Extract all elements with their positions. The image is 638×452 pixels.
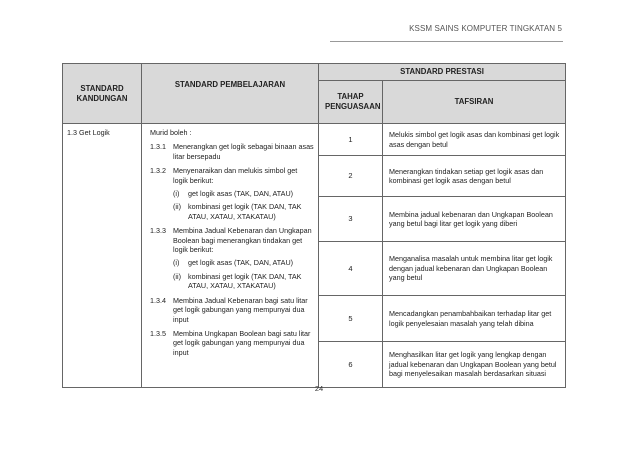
header-standard-pembelajaran: STANDARD PEMBELAJARAN [142, 64, 319, 124]
list-subitem: (ii) kombinasi get logik (TAK DAN, TAK ATAU, XATAU, XTAKATAU) [173, 202, 302, 221]
tafsiran-cell: Menganalisa masalah untuk membina litar get logik dengan jadual kebenaran dan Ungkapan Boolean yang betul [383, 242, 566, 296]
list-item: 1.3.5 Membina Ungkapan Boolean bagi satu litar get logik gabungan yang mempunyai dua input [150, 328, 311, 357]
list-item: 1.3.4 Membina Jadual Kebenaran bagi satu litar get logik gabungan yang mempunyai dua input [150, 295, 308, 324]
tahap-cell: 2 [319, 156, 383, 197]
tahap-cell: 4 [319, 242, 383, 296]
tafsiran-cell: Mencadangkan penambahbaikan terhadap litar get logik penyelesaian masalah yang telah dibina [383, 296, 566, 342]
page-number: 24 [314, 384, 324, 393]
tafsiran-cell: Menerangkan tindakan setiap get logik asas dan kombinasi get logik asas dengan betul [383, 156, 566, 197]
tafsiran-cell: Melukis simbol get logik asas dan kombinasi get logik asas dengan betul [383, 124, 566, 156]
tahap-cell: 1 [319, 124, 383, 156]
standard-pembelajaran-cell [142, 124, 319, 388]
standards-table [62, 63, 566, 388]
header-standard-prestasi: STANDARD PRESTASI [319, 64, 566, 81]
tafsiran-cell: Menghasilkan litar get logik yang lengkap dengan jadual kebenaran dan Ungkapan Boolean yang betul bagi menyelesaikan masalah berdasarkan situasi [383, 342, 566, 388]
list-subitem: (ii) kombinasi get logik (TAK DAN, TAK ATAU, XATAU, XTAKATAU) [173, 271, 302, 291]
list-item: 1.3.2 Menyenaraikan dan melukis simbol get logik berikut: [150, 166, 298, 185]
table-row [63, 124, 566, 156]
header-title: KSSM SAINS KOMPUTER TINGKATAN 5 [409, 24, 562, 33]
list-subitem: (i) get logik asas (TAK, DAN, ATAU) [173, 189, 294, 199]
tafsiran-cell: Membina jadual kebenaran dan Ungkapan Boolean yang betul bagi litar get logik yang diberi [383, 197, 566, 242]
header-row-1 [63, 64, 566, 81]
standard-kandungan-cell: 1.3 Get Logik [63, 124, 142, 388]
tahap-cell: 5 [319, 296, 383, 342]
header-tafsiran: TAFSIRAN [383, 81, 566, 124]
header-standard-kandungan: STANDARD KANDUNGAN [63, 64, 142, 124]
tahap-cell: 3 [319, 197, 383, 242]
list-item: 1.3.3 Membina Jadual Kebenaran dan Ungkapan Boolean bagi menerangkan tindakan get logik berikut: [150, 226, 312, 255]
tahap-cell: 6 [319, 342, 383, 388]
header-tahap-penguasaan: TAHAP PENGUASAAN [319, 81, 383, 124]
list-item: 1.3.1 Menerangkan get logik sebagai binaan asas litar bersepadu [150, 142, 314, 161]
pembelajaran-intro: Murid boleh : [150, 128, 192, 137]
list-subitem: (i) get logik asas (TAK, DAN, ATAU) [173, 258, 294, 268]
header-divider [330, 41, 563, 42]
page-header [0, 0, 638, 46]
